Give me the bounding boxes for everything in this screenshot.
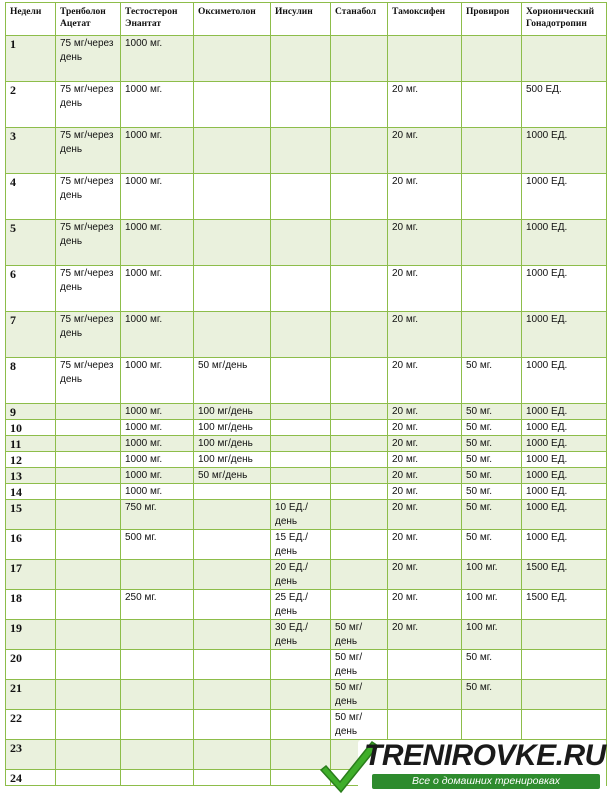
dosage-cell: 1000 мг. <box>121 220 194 266</box>
dosage-cell: 75 мг/через день <box>56 128 121 174</box>
dosage-cell: 50 мг. <box>462 650 522 680</box>
table-row <box>6 36 607 82</box>
dosage-cell: 50 мг. <box>462 484 522 500</box>
dosage-cell: 500 мг. <box>121 530 194 560</box>
logo-tagline: Все о домашних тренировках <box>372 774 600 789</box>
dosage-cell <box>271 36 331 82</box>
dosage-cell: 1500 ЕД. <box>522 590 607 620</box>
dosage-cell: 75 мг/через день <box>56 36 121 82</box>
dosage-cell <box>388 680 462 710</box>
dosage-cell: 75 мг/через день <box>56 358 121 404</box>
dosage-cell: 100 мг/день <box>194 452 271 468</box>
dosage-cell: 50 мг. <box>462 358 522 404</box>
column-header: Недели <box>6 3 56 36</box>
dosage-cell <box>522 650 607 680</box>
dosage-cell <box>462 82 522 128</box>
dosage-cell: 1000 ЕД. <box>522 420 607 436</box>
dosage-cell: 50 мг/день <box>194 468 271 484</box>
dosage-cell: 1000 ЕД. <box>522 174 607 220</box>
dosage-cell: 1000 ЕД. <box>522 358 607 404</box>
dosage-cell: 1000 мг. <box>121 128 194 174</box>
dosage-cell: 10 ЕД./день <box>271 500 331 530</box>
dosage-cell <box>194 770 271 786</box>
dosage-cell <box>56 468 121 484</box>
dosage-cell: 1000 мг. <box>121 452 194 468</box>
dosage-cell: 1000 ЕД. <box>522 484 607 500</box>
dosage-cell <box>462 266 522 312</box>
table-row <box>6 452 607 468</box>
week-number-cell: 8 <box>6 358 56 404</box>
dosage-cell <box>271 484 331 500</box>
dosage-cell: 1000 ЕД. <box>522 312 607 358</box>
table-row <box>6 530 607 560</box>
dosage-cell <box>56 420 121 436</box>
dosage-cell: 75 мг/через день <box>56 312 121 358</box>
table-row <box>6 436 607 452</box>
dosage-cell: 50 мг/день <box>194 358 271 404</box>
dosage-cell <box>522 620 607 650</box>
dosage-cell <box>331 220 388 266</box>
dosage-cell <box>56 740 121 770</box>
week-number-cell: 11 <box>6 436 56 452</box>
dosage-cell: 50 мг. <box>462 530 522 560</box>
dosage-cell <box>194 82 271 128</box>
dosage-cell: 20 мг. <box>388 420 462 436</box>
dosage-cell <box>194 530 271 560</box>
week-number-cell: 14 <box>6 484 56 500</box>
table-body <box>6 36 607 786</box>
dosage-cell: 20 мг. <box>388 500 462 530</box>
dosage-cell <box>271 266 331 312</box>
dosage-cell: 20 мг. <box>388 128 462 174</box>
dosage-cell <box>331 484 388 500</box>
dosage-cell: 20 мг. <box>388 358 462 404</box>
dosage-cell: 20 мг. <box>388 312 462 358</box>
dosage-cell <box>56 680 121 710</box>
dosage-cell: 1000 мг. <box>121 174 194 220</box>
dosage-cell <box>522 710 607 740</box>
dosage-cell <box>121 740 194 770</box>
column-header: Оксиметолон <box>194 3 271 36</box>
dosage-cell <box>194 650 271 680</box>
dosage-cell <box>522 36 607 82</box>
dosage-cell: 50 мг. <box>462 452 522 468</box>
table-row <box>6 174 607 220</box>
dosage-cell: 20 мг. <box>388 620 462 650</box>
dosage-cell <box>462 312 522 358</box>
dosage-cell: 1000 мг. <box>121 312 194 358</box>
dosage-cell: 50 мг. <box>462 500 522 530</box>
dosage-cell <box>194 484 271 500</box>
dosage-cell <box>271 174 331 220</box>
dosage-cell: 1000 ЕД. <box>522 266 607 312</box>
dosage-cell: 1000 мг. <box>121 468 194 484</box>
dosage-cell: 1000 ЕД. <box>522 220 607 266</box>
logo-brand-text: TRENIROVKE.RU <box>364 739 606 772</box>
dosage-cell <box>56 452 121 468</box>
dosage-cell: 20 мг. <box>388 452 462 468</box>
dosage-cell: 20 мг. <box>388 266 462 312</box>
dosage-cell <box>121 710 194 740</box>
table-row <box>6 500 607 530</box>
table-row <box>6 560 607 590</box>
table-row <box>6 358 607 404</box>
dosage-cell <box>271 128 331 174</box>
dosage-cell <box>121 680 194 710</box>
dosage-cell: 1000 мг. <box>121 36 194 82</box>
week-number-cell: 13 <box>6 468 56 484</box>
week-number-cell: 2 <box>6 82 56 128</box>
dosage-cell: 1000 мг. <box>121 82 194 128</box>
table-row <box>6 312 607 358</box>
dosage-cell: 1000 ЕД. <box>522 468 607 484</box>
dosage-cell: 1000 мг. <box>121 436 194 452</box>
dosage-cell: 50 мг. <box>462 680 522 710</box>
dosage-cell <box>462 128 522 174</box>
table-row <box>6 680 607 710</box>
dosage-cell <box>462 220 522 266</box>
dosage-cell <box>331 500 388 530</box>
column-header: Тамоксифен <box>388 3 462 36</box>
table-row <box>6 468 607 484</box>
dosage-cell <box>331 174 388 220</box>
dosage-cell <box>56 620 121 650</box>
dosage-cell: 1000 ЕД. <box>522 404 607 420</box>
dosage-cell <box>388 650 462 680</box>
dosage-cell: 1000 мг. <box>121 404 194 420</box>
dosage-cell: 20 мг. <box>388 82 462 128</box>
dosage-cell <box>271 710 331 740</box>
dosage-cell: 15 ЕД./день <box>271 530 331 560</box>
column-header: Тренболон Ацетат <box>56 3 121 36</box>
dosage-cell: 750 мг. <box>121 500 194 530</box>
dosage-cell <box>194 740 271 770</box>
dosage-cell <box>331 266 388 312</box>
dosage-cell: 75 мг/через день <box>56 82 121 128</box>
dosage-cell <box>271 312 331 358</box>
week-number-cell: 12 <box>6 452 56 468</box>
dosage-cell: 250 мг. <box>121 590 194 620</box>
dosage-cell: 100 мг/день <box>194 404 271 420</box>
dosage-cell <box>56 484 121 500</box>
dosage-cell <box>121 770 194 786</box>
dosage-cell: 75 мг/через день <box>56 220 121 266</box>
dosage-cell <box>56 530 121 560</box>
dosage-cell <box>56 560 121 590</box>
dosage-cell <box>271 680 331 710</box>
course-schedule-table <box>5 2 607 786</box>
dosage-cell <box>331 590 388 620</box>
dosage-cell: 50 мг/день <box>331 680 388 710</box>
dosage-cell: 20 мг. <box>388 174 462 220</box>
dosage-cell: 20 ЕД./день <box>271 560 331 590</box>
dosage-cell: 1000 ЕД. <box>522 128 607 174</box>
dosage-cell: 1000 ЕД. <box>522 436 607 452</box>
dosage-cell: 50 мг. <box>462 404 522 420</box>
dosage-cell: 100 мг. <box>462 560 522 590</box>
dosage-cell <box>271 468 331 484</box>
dosage-cell: 100 мг. <box>462 590 522 620</box>
dosage-cell <box>121 620 194 650</box>
dosage-cell <box>331 560 388 590</box>
dosage-cell <box>56 404 121 420</box>
dosage-cell <box>194 680 271 710</box>
dosage-cell <box>331 312 388 358</box>
table-row <box>6 82 607 128</box>
week-number-cell: 4 <box>6 174 56 220</box>
dosage-cell <box>56 500 121 530</box>
week-number-cell: 3 <box>6 128 56 174</box>
dosage-cell <box>331 82 388 128</box>
dosage-cell <box>194 590 271 620</box>
dosage-cell <box>194 174 271 220</box>
dosage-cell: 1000 мг. <box>121 420 194 436</box>
table-row <box>6 220 607 266</box>
week-number-cell: 5 <box>6 220 56 266</box>
dosage-cell <box>271 436 331 452</box>
dosage-cell <box>271 404 331 420</box>
dosage-cell <box>331 404 388 420</box>
dosage-cell: 20 мг. <box>388 436 462 452</box>
week-number-cell: 22 <box>6 710 56 740</box>
dosage-cell: 25 ЕД./день <box>271 590 331 620</box>
dosage-cell: 20 мг. <box>388 468 462 484</box>
dosage-cell <box>331 128 388 174</box>
week-number-cell: 16 <box>6 530 56 560</box>
dosage-cell <box>56 710 121 740</box>
week-number-cell: 10 <box>6 420 56 436</box>
table-header <box>6 3 607 36</box>
dosage-cell: 30 ЕД./день <box>271 620 331 650</box>
dosage-cell: 75 мг/через день <box>56 174 121 220</box>
dosage-cell: 50 мг. <box>462 468 522 484</box>
dosage-cell <box>56 436 121 452</box>
dosage-cell <box>271 452 331 468</box>
week-number-cell: 15 <box>6 500 56 530</box>
column-header: Инсулин <box>271 3 331 36</box>
week-number-cell: 20 <box>6 650 56 680</box>
dosage-cell: 1000 ЕД. <box>522 500 607 530</box>
table-row <box>6 620 607 650</box>
dosage-cell: 1000 ЕД. <box>522 452 607 468</box>
week-number-cell: 1 <box>6 36 56 82</box>
dosage-cell <box>462 174 522 220</box>
dosage-cell: 50 мг/день <box>331 650 388 680</box>
dosage-cell <box>462 710 522 740</box>
dosage-cell <box>331 436 388 452</box>
week-number-cell: 23 <box>6 740 56 770</box>
table-row <box>6 404 607 420</box>
dosage-cell: 500 ЕД. <box>522 82 607 128</box>
table-row <box>6 128 607 174</box>
dosage-cell <box>194 266 271 312</box>
dosage-cell: 20 мг. <box>388 484 462 500</box>
table-row <box>6 420 607 436</box>
dosage-cell <box>271 650 331 680</box>
dosage-cell <box>194 36 271 82</box>
dosage-cell: 20 мг. <box>388 590 462 620</box>
dosage-cell <box>194 620 271 650</box>
dosage-cell: 50 мг/день <box>331 710 388 740</box>
dosage-cell: 1000 мг. <box>121 266 194 312</box>
week-number-cell: 18 <box>6 590 56 620</box>
dosage-cell <box>56 590 121 620</box>
week-number-cell: 7 <box>6 312 56 358</box>
dosage-cell <box>331 36 388 82</box>
table-row <box>6 266 607 312</box>
column-header: Тестостерон Энантат <box>121 3 194 36</box>
table-row <box>6 710 607 740</box>
dosage-cell <box>121 650 194 680</box>
week-number-cell: 24 <box>6 770 56 786</box>
dosage-cell: 100 мг/день <box>194 436 271 452</box>
table-row <box>6 650 607 680</box>
week-number-cell: 9 <box>6 404 56 420</box>
dosage-cell: 20 мг. <box>388 560 462 590</box>
week-number-cell: 21 <box>6 680 56 710</box>
dosage-cell <box>56 650 121 680</box>
column-header: Провирон <box>462 3 522 36</box>
dosage-cell <box>271 220 331 266</box>
column-header: Станабол <box>331 3 388 36</box>
table-row <box>6 484 607 500</box>
dosage-cell <box>388 710 462 740</box>
dosage-cell: 100 мг/день <box>194 420 271 436</box>
dosage-cell <box>271 82 331 128</box>
dosage-cell <box>331 358 388 404</box>
dosage-cell <box>522 680 607 710</box>
week-number-cell: 19 <box>6 620 56 650</box>
dosage-cell: 1000 мг. <box>121 484 194 500</box>
dosage-cell <box>462 36 522 82</box>
dosage-cell: 1000 ЕД. <box>522 530 607 560</box>
table-row <box>6 590 607 620</box>
dosage-cell: 100 мг. <box>462 620 522 650</box>
dosage-cell: 20 мг. <box>388 404 462 420</box>
dosage-cell <box>121 560 194 590</box>
dosage-cell <box>331 468 388 484</box>
column-header: Хорионический Гонадотропин <box>522 3 607 36</box>
dosage-cell: 20 мг. <box>388 220 462 266</box>
dosage-cell <box>331 530 388 560</box>
dosage-cell: 50 мг. <box>462 436 522 452</box>
dosage-cell: 1500 ЕД. <box>522 560 607 590</box>
dosage-cell <box>56 770 121 786</box>
dosage-cell <box>194 560 271 590</box>
dosage-cell <box>271 358 331 404</box>
header-row <box>6 3 607 36</box>
dosage-cell <box>194 710 271 740</box>
dosage-cell: 50 мг. <box>462 420 522 436</box>
week-number-cell: 6 <box>6 266 56 312</box>
dosage-cell <box>194 500 271 530</box>
dosage-cell: 75 мг/через день <box>56 266 121 312</box>
dosage-cell: 1000 мг. <box>121 358 194 404</box>
dosage-cell <box>194 220 271 266</box>
dosage-cell <box>194 128 271 174</box>
dosage-cell <box>271 420 331 436</box>
dosage-cell <box>331 452 388 468</box>
site-watermark-logo <box>320 736 608 794</box>
week-number-cell: 17 <box>6 560 56 590</box>
dosage-cell: 50 мг/день <box>331 620 388 650</box>
dosage-cell: 20 мг. <box>388 530 462 560</box>
dosage-cell <box>331 420 388 436</box>
dosage-cell <box>194 312 271 358</box>
dosage-cell <box>388 36 462 82</box>
